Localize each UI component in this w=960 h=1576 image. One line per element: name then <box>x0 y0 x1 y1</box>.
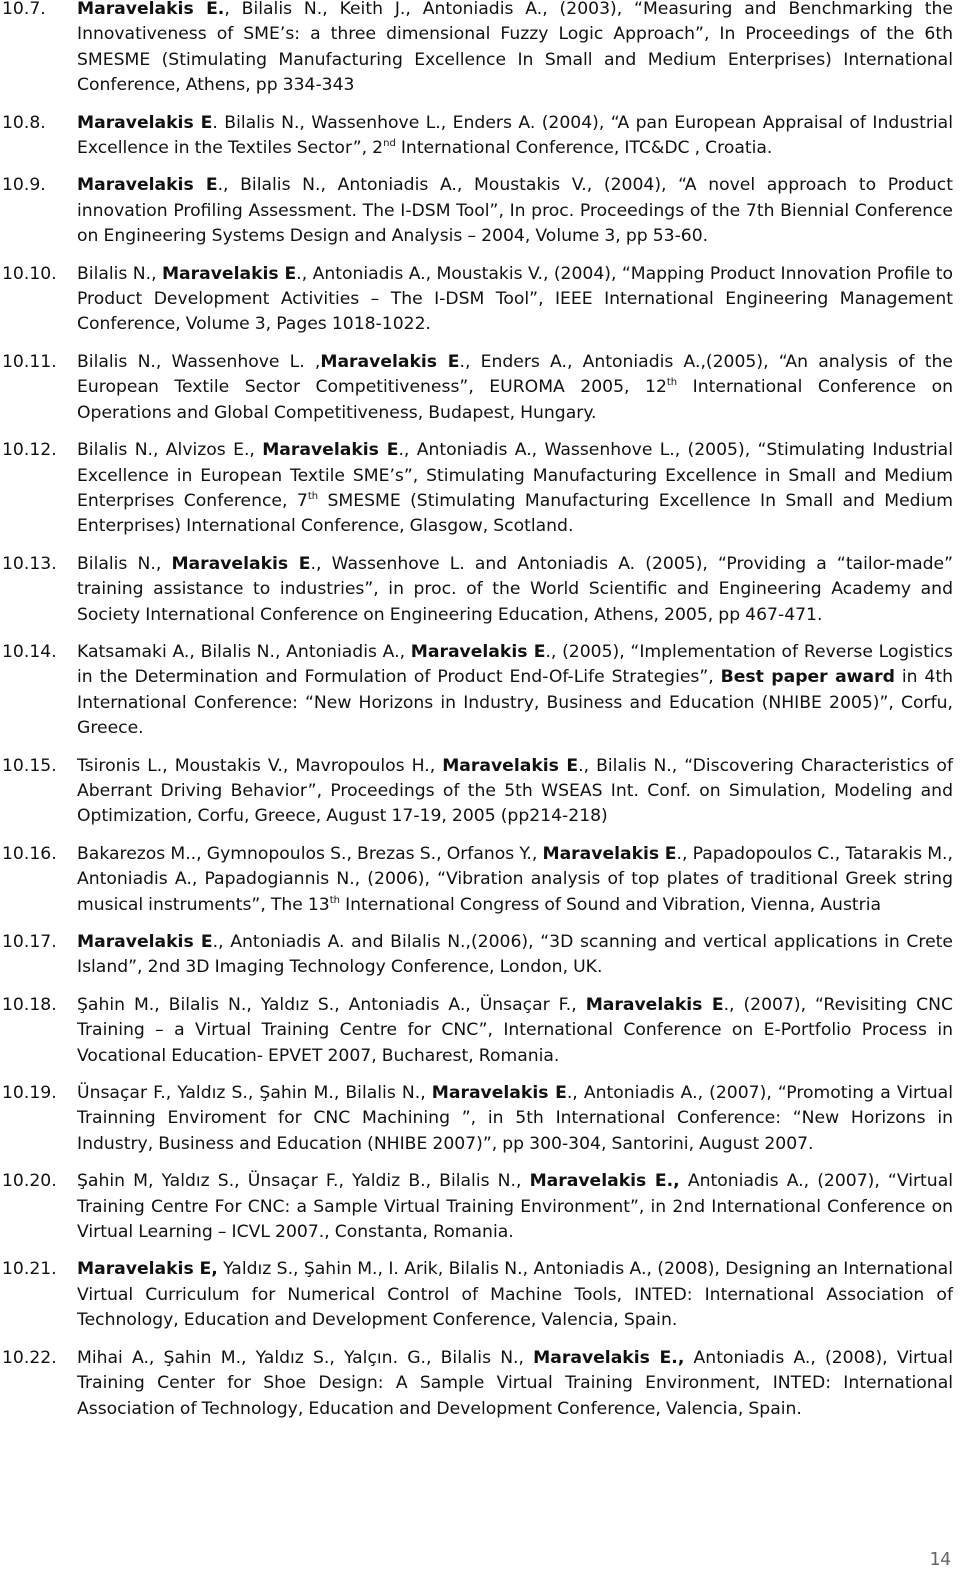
reference-item <box>0 0 960 99</box>
text-run: , Bilalis N., Keith J., Antoniadis A., (2003), “Measuring and Benchmarking the Innovativeness of SME’s: a three dimensional Fuzzy Logic Approach”, In Proceedings of the 6th SMESME (Stimulating Manufacturing Excellence In Small and Medium Enterprises) International Conference, Athens, pp 334-343 <box>77 0 953 96</box>
reference-number: 10.18. <box>2 994 57 1015</box>
text-run: Şahin M., Bilalis N., Yaldız S., Antoniadis A., Ünsaçar F., <box>77 994 586 1015</box>
bold-text: Maravelakis E <box>171 553 311 574</box>
reference-text <box>77 754 953 830</box>
reference-number: 10.22. <box>2 1347 57 1368</box>
text-run: ., (2007), “Revisiting CNC Training – a Virtual Training Centre for CNC”, International Conference on E-Portfolio Process in Vocational Education- EPVET 2007, Bucharest, Romania. <box>77 994 953 1066</box>
reference-text <box>77 438 953 540</box>
reference-number: 10.16. <box>2 843 57 864</box>
text-run: Tsironis L., Moustakis V., Mavropoulos H., <box>77 755 443 776</box>
reference-item <box>0 1169 960 1245</box>
text-run: Bakarezos M.., Gymnopoulos S., Brezas S., Orfanos Y., <box>77 843 543 864</box>
reference-number: 10.11. <box>2 351 57 372</box>
text-run: Bilalis N., <box>77 553 172 574</box>
reference-text <box>77 350 953 426</box>
reference-number: 10.10. <box>2 263 57 284</box>
reference-text <box>77 262 953 338</box>
bold-text: Maravelakis E., <box>533 1347 685 1368</box>
text-run: Antoniadis A., (2008), Virtual Training Center for Shoe Design: A Sample Virtual Training Environment, INTED: International Association of Technology, Education and Development Conference, Valencia, Spain. <box>77 1347 953 1419</box>
reference-item <box>0 1257 960 1333</box>
text-run: Şahin M, Yaldız S., Ünsaçar F., Yaldiz B., Bilalis N., <box>77 1171 530 1192</box>
bold-text: Maravelakis E <box>410 641 546 662</box>
reference-number: 10.8. <box>2 112 46 133</box>
text-run: Bilalis N., Wassenhove L. , <box>77 351 321 372</box>
reference-number: 10.17. <box>2 932 57 952</box>
reference-item <box>0 438 960 540</box>
text-run: ., Antoniadis A. and Bilalis N.,(2006), “3D scanning and vertical applications in Crete Island”, 2nd 3D Imaging Technology Conference, London, UK. <box>77 932 953 978</box>
text-run: ., Bilalis N., “Discovering Characteristics of Aberrant Driving Behavior”, Proceedings of the 5th WSEAS Int. Conf. on Simulation, Modeling and Optimization, Corfu, Greece, August 17-19, 2005 (pp214-218) <box>77 755 953 827</box>
reference-item <box>0 552 960 628</box>
text-run: in 4th International Conference: “New Horizons in Industry, Business and Education (NHIBE 2005)”, Corfu, Greece. <box>77 667 953 739</box>
bold-text: Maravelakis E., <box>529 1171 680 1192</box>
bold-text: Maravelakis E, <box>77 1259 218 1280</box>
bold-text: Maravelakis E <box>442 755 579 776</box>
superscript: th <box>307 490 319 502</box>
bold-text: Maravelakis E <box>77 175 218 196</box>
text-run: Yaldız S., Şahin M., I. Arik, Bilalis N., Antoniadis A., (2008), Designing an International Virtual Curriculum for Numerical Control of Machine Tools, INTED: International Association of Technology, Education and Development Conference, Valencia, Spain. <box>77 1259 953 1331</box>
text-run: Bilalis N., Alvizos E., <box>77 440 263 461</box>
text-run: ., Enders A., Antoniadis A.,(2005), “An analysis of the European Textile Sector Competitiveness”, EUROMA 2005, 12 <box>77 351 953 398</box>
reference-text <box>77 1169 953 1245</box>
reference-number: 10.9. <box>2 175 46 196</box>
reference-number: 10.12. <box>2 440 57 461</box>
reference-item <box>0 1346 960 1422</box>
reference-text <box>77 993 953 1069</box>
superscript: nd <box>383 138 396 150</box>
reference-item <box>0 111 960 162</box>
bold-text: Maravelakis E <box>262 440 399 461</box>
reference-number: 10.15. <box>2 755 57 776</box>
reference-item <box>0 173 960 249</box>
reference-text <box>77 1081 953 1157</box>
reference-text <box>77 640 953 742</box>
text-run: Mihai A., Şahin M., Yaldız S., Yalçın. G., Bilalis N., <box>77 1347 534 1368</box>
reference-text <box>77 842 953 918</box>
reference-number: 10.20. <box>2 1171 57 1192</box>
reference-item <box>0 640 960 742</box>
bold-text: Best paper award <box>720 667 895 688</box>
bold-text: Maravelakis E. <box>77 0 225 19</box>
reference-number: 10.21. <box>2 1259 57 1280</box>
text-run: ., (2005), “Implementation of Reverse Logistics in the Determination and Formulation of Product End-Of-Life Strategies”, <box>77 641 953 688</box>
superscript: th <box>666 377 678 389</box>
reference-number: 10.14. <box>2 641 57 662</box>
reference-item <box>0 262 960 338</box>
reference-text <box>77 1346 953 1422</box>
reference-text <box>77 111 953 162</box>
text-run: ., Antoniadis A., (2007), “Promoting a Virtual Trainning Enviroment for CNC Machining ”, in 5th International Conference: “New Horizons in Industry, Business and Education (NHIBE 2007)”, pp 300-304, Santorini, August 2007. <box>77 1083 953 1154</box>
text-run: . Bilalis N., Wassenhove L., Enders A. (2004), “A pan European Appraisal of Industrial Excellence in the Textiles Sector”, 2 <box>77 112 953 159</box>
reference-number: 10.13. <box>2 553 57 574</box>
bold-text: Maravelakis E <box>585 994 724 1015</box>
text-run: International Conference on Operations and Global Competitiveness, Budapest, Hungary. <box>77 377 953 423</box>
text-run: International Congress of Sound and Vibration, Vienna, Austria <box>340 894 882 915</box>
text-run: ., Antoniadis A., Wassenhove L., (2005), “Stimulating Industrial Excellence in European Textile SME’s”, Stimulating Manufacturing Excellence in Small and Medium Enterprises Conference, 7 <box>77 440 953 511</box>
reference-number: 10.7. <box>2 0 46 19</box>
bold-text: Maravelakis E <box>161 263 297 284</box>
reference-item <box>0 350 960 426</box>
reference-item <box>0 754 960 830</box>
bold-text: Maravelakis E <box>77 112 213 133</box>
reference-item <box>0 993 960 1069</box>
text-run: Bilalis N., <box>77 263 162 284</box>
page-number: 14 <box>929 1549 951 1570</box>
bold-text: Maravelakis E <box>320 351 460 372</box>
superscript: th <box>329 894 341 906</box>
bold-text: Maravelakis E <box>431 1083 567 1104</box>
reference-text <box>77 1257 953 1333</box>
reference-item <box>0 842 960 918</box>
bold-text: Maravelakis E <box>77 932 213 952</box>
reference-text <box>77 930 953 981</box>
text-run: ., Bilalis N., Antoniadis A., Moustakis V., (2004), “A novel approach to Product innovation Profiling Assessment. The I-DSM Tool”, In proc. Proceedings of the 7th Biennial Conference on Engineering Systems Design and Analysis – 2004, Volume 3, pp 53-60. <box>77 175 953 247</box>
reference-item <box>0 930 960 981</box>
text-run: Katsamaki A., Bilalis N., Antoniadis A., <box>77 641 411 662</box>
text-run: Ünsaçar F., Yaldız S., Şahin M., Bilalis N., <box>77 1083 432 1104</box>
text-run: ., Papadopoulos C., Tatarakis M., Antoniadis A., Papadogiannis N., (2006), “Vibration analysis of top plates of traditional Greek string musical instruments”, The 13 <box>77 843 953 915</box>
text-run: SMESME (Stimulating Manufacturing Excellence In Small and Medium Enterprises) International Conference, Glasgow, Scotland. <box>77 490 953 537</box>
bold-text: Maravelakis E <box>542 843 677 864</box>
reference-number: 10.19. <box>2 1083 57 1104</box>
reference-item <box>0 1081 960 1157</box>
text-run: Antoniadis A., (2007), “Virtual Training Centre For CNC: a Sample Virtual Training Environment”, in 2nd International Conference on Virtual Learning – ICVL 2007., Constanta, Romania. <box>77 1171 953 1243</box>
text-run: ., Antoniadis A., Moustakis V., (2004), “Mapping Product Innovation Profile to Product Development Activities – The I-DSM Tool”, IEEE International Engineering Management Conference, Volume 3, Pages 1018-1022. <box>77 263 953 335</box>
text-run: ., Wassenhove L. and Antoniadis A. (2005), “Providing a “tailor-made” training assistance to industries”, in proc. of the World Scientific and Engineering Academy and Society International Conference on Engineering Education, Athens, 2005, pp 467-471. <box>77 553 953 625</box>
reference-text <box>77 552 953 628</box>
reference-text <box>77 173 953 249</box>
text-run: International Conference, ITC&DC , Croatia. <box>395 138 773 159</box>
reference-text <box>77 0 953 99</box>
